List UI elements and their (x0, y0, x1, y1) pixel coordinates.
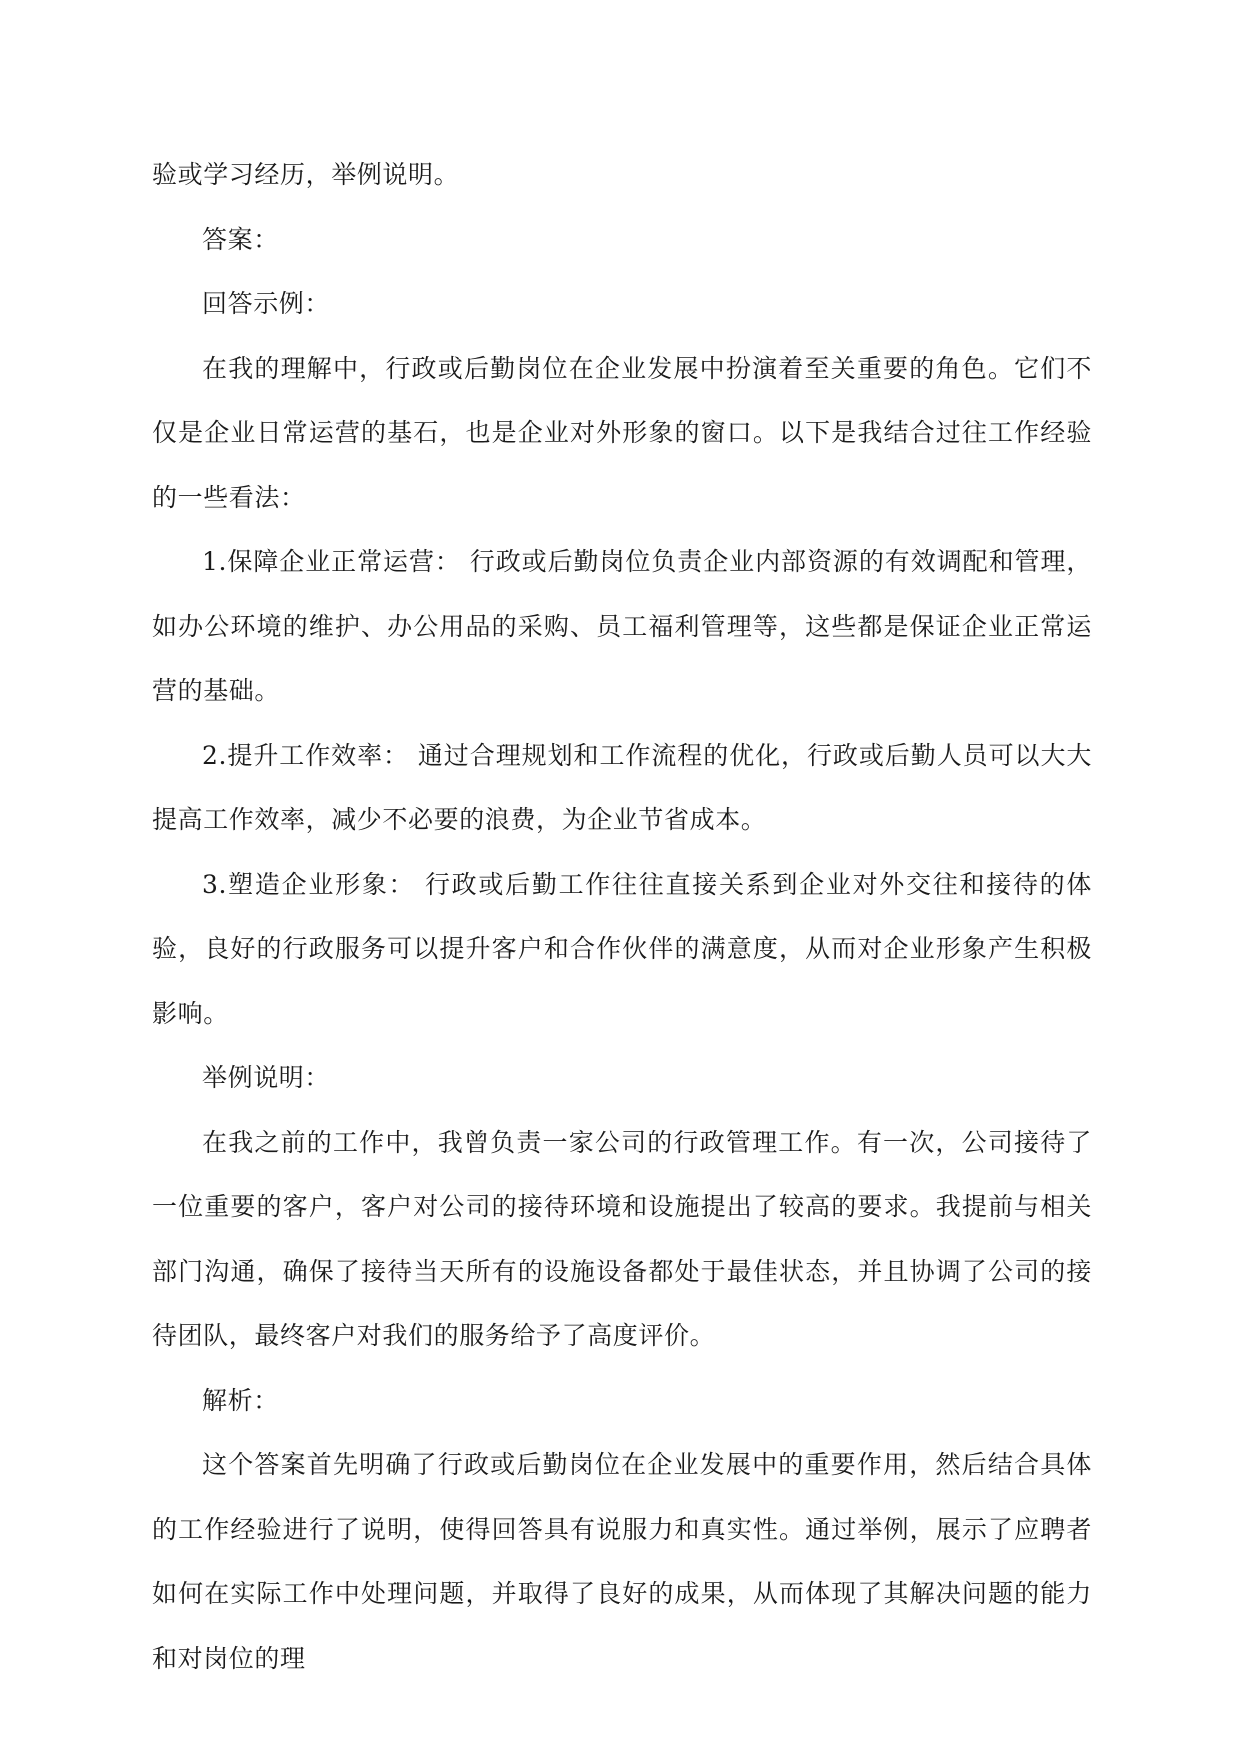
paragraph-point-3: 3.塑造企业形象： 行政或后勤工作往往直接关系到企业对外交往和接待的体验，良好的行政服务可以提升客户和合作伙伴的满意度，从而对企业形象产生积极影响。 (152, 869, 1092, 1028)
paragraph-continued-question: 验或学习经历，举例说明。 (152, 160, 460, 189)
analysis-heading: 解析： (202, 1385, 279, 1415)
paragraph-point-1: 1.保障企业正常运营： 行政或后勤岗位负责企业内部资源的有效调配和管理，如办公环境的维护、办公用品的采购、员工福利管理等，这些都是保证企业正常运营的基础。 (152, 547, 1092, 705)
paragraph-understanding: 在我的理解中，行政或后勤岗位在企业发展中扮演着至关重要的角色。它们不仅是企业日常运营的基石，也是企业对外形象的窗口。以下是我结合过往工作经验的一些看法： (152, 353, 1092, 512)
paragraph-analysis: 这个答案首先明确了行政或后勤岗位在企业发展中的重要作用，然后结合具体的工作经验进行了说明，使得回答具有说服力和真实性。通过举例，展示了应聘者如何在实际工作中处理问题，并取得了良好的成果，从而体现了其解决问题的能力和对岗位的理 (152, 1450, 1092, 1673)
example-answer-heading: 回答示例： (202, 289, 331, 318)
paragraph-example: 在我之前的工作中，我曾负责一家公司的行政管理工作。有一次，公司接待了一位重要的客户，客户对公司的接待环境和设施提出了较高的要求。我提前与相关部门沟通，确保了接待当天所有的设施设备都处于最佳状态，并且协调了公司的接待团队，最终客户对我们的服务给予了高度评价。 (152, 1127, 1092, 1350)
example-heading: 举例说明： (202, 1063, 331, 1092)
paragraph-point-2: 2.提升工作效率： 通过合理规划和工作流程的优化，行政或后勤人员可以大大提高工作效率，减少不必要的浪费，为企业节省成本。 (152, 740, 1092, 834)
document-body (152, 143, 1092, 1691)
answer-heading: 答案： (202, 224, 279, 254)
